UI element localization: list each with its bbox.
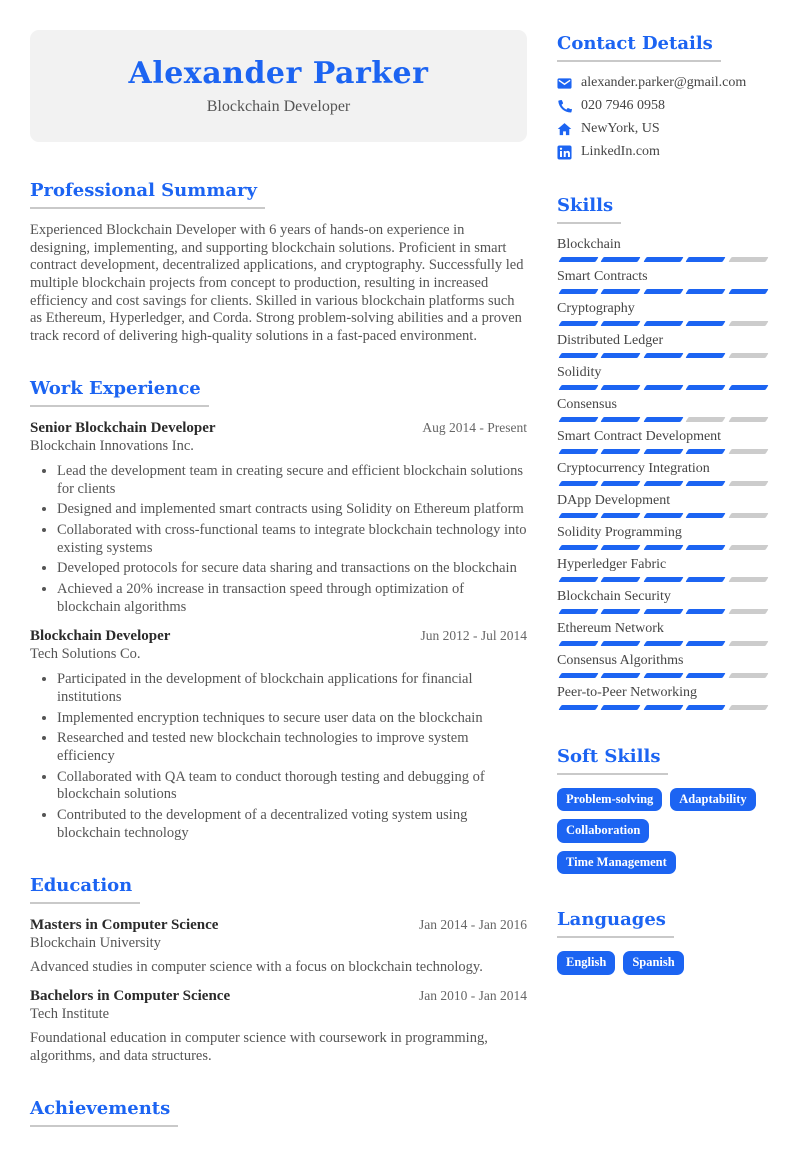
skill-bar-segment-empty [728, 641, 769, 646]
section-work-experience [30, 375, 527, 843]
skill-bar-segment-filled [728, 289, 769, 294]
skill-name: Smart Contract Development [557, 429, 722, 444]
degree-entry [30, 917, 527, 977]
skill-bar-segment-filled [643, 705, 684, 710]
contact-linkedin-text: LinkedIn.com [581, 144, 660, 159]
badge: Spanish [623, 951, 683, 974]
bullet-item: • Achieved a 20% increase in transaction speed through optimization of blockchain algorithms [57, 581, 527, 616]
skill-item [557, 685, 770, 710]
skill-name: Solidity [557, 365, 602, 380]
skill-bar-segment-empty [728, 481, 769, 486]
skill-bar-segment-filled [643, 449, 684, 454]
skill-name: Smart Contracts [557, 269, 648, 284]
skill-name: Hyperledger Fabric [557, 557, 667, 572]
education-heading: Education [30, 872, 527, 904]
skill-bar-segment-filled [558, 609, 599, 614]
job-company: Tech Solutions Co. [30, 646, 141, 663]
skill-item [557, 333, 770, 358]
skill-level-bar [557, 609, 770, 614]
skill-level-bar [557, 545, 770, 550]
skill-bar-segment-filled [558, 481, 599, 486]
skill-bar-segment-filled [601, 449, 642, 454]
bullet-item: • Participated in the development of blockchain applications for financial institutions [57, 671, 527, 706]
section-professional-summary [30, 177, 527, 346]
skill-bar-segment-filled [686, 705, 727, 710]
skill-bar-segment-empty [728, 417, 769, 422]
bullet-item: • Collaborated with QA team to conduct thorough testing and debugging of blockchain solutions [57, 769, 527, 804]
skill-name: Ethereum Network [557, 621, 664, 636]
sidebar-column [557, 30, 770, 1156]
skill-level-bar [557, 673, 770, 678]
badge: Collaboration [557, 819, 649, 842]
job-header [30, 420, 527, 437]
skill-item [557, 269, 770, 294]
skill-level-bar [557, 353, 770, 358]
skill-bar-segment-filled [601, 577, 642, 582]
badge: Problem-solving [557, 788, 662, 811]
skill-item [557, 525, 770, 550]
professional-summary-text: Experienced Blockchain Developer with 6 years of hands-on experience in designing, implementing, and supporting blockchain solutions. Proficient in smart contract development, decentralized applications, and cryptography. Successfully led multiple blockchain projects from concept to production, resulting in increased efficiency and cost savings for clients. Skilled in various blockchain platforms such as Ethereum, Hyperledger, and Corda. Strong problem-solving abilities and a proven track record of delivering high-quality solutions in a fast-paced environment. [30, 222, 524, 345]
skill-bar-segment-filled [643, 417, 684, 422]
skill-bar-segment-filled [558, 577, 599, 582]
skill-bar-segment-filled [686, 513, 727, 518]
degree-entry [30, 988, 527, 1065]
skill-bar-segment-filled [558, 385, 599, 390]
achievements-heading: Achievements [30, 1095, 527, 1127]
skill-bar-segment-filled [686, 289, 727, 294]
home-icon [557, 122, 572, 137]
skill-bar-segment-filled [558, 353, 599, 358]
skill-bar-segment-filled [601, 257, 642, 262]
skill-bar-segment-filled [686, 481, 727, 486]
skill-item [557, 397, 770, 422]
bullet-item: • Implemented encryption techniques to secure user data on the blockchain [57, 710, 527, 728]
skill-bar-segment-filled [558, 545, 599, 550]
linkedin-icon [557, 145, 572, 160]
skill-bar-segment-empty [728, 321, 769, 326]
skill-bar-segment-filled [601, 609, 642, 614]
skill-bar-segment-empty [728, 257, 769, 262]
skill-name: Distributed Ledger [557, 333, 664, 348]
skill-bar-segment-filled [601, 417, 642, 422]
skill-item [557, 557, 770, 582]
skill-item [557, 365, 770, 390]
professional-summary-heading: Professional Summary [30, 177, 527, 209]
degree-dates: Jan 2010 - Jan 2014 [419, 988, 527, 1004]
skill-bar-segment-empty [728, 353, 769, 358]
skill-bar-segment-filled [601, 385, 642, 390]
skill-bar-segment-filled [686, 609, 727, 614]
languages-badges [557, 951, 770, 974]
degree-school: Blockchain University [30, 934, 161, 951]
job-dates: Aug 2014 - Present [422, 419, 527, 435]
bullet-item: • Contributed to the development of a decentralized voting system using blockchain technology [57, 807, 527, 842]
skill-name: Blockchain Security [557, 589, 671, 604]
skill-bar-segment-filled [643, 385, 684, 390]
skill-bar-segment-filled [601, 641, 642, 646]
skill-bar-segment-filled [558, 449, 599, 454]
main-column [30, 30, 527, 1156]
skill-level-bar [557, 449, 770, 454]
skill-item [557, 621, 770, 646]
phone-icon [557, 99, 572, 114]
badge: Adaptability [670, 788, 755, 811]
skill-level-bar [557, 641, 770, 646]
skill-bar-segment-filled [643, 545, 684, 550]
job-dates: Jun 2012 - Jul 2014 [420, 628, 527, 644]
job-bullet-list [30, 671, 527, 842]
job-title: Blockchain Developer [30, 628, 171, 645]
job-bullet-list [30, 463, 527, 617]
job-company: Blockchain Innovations Inc. [30, 437, 194, 454]
soft-skills-heading: Soft Skills [557, 743, 770, 775]
skill-bar-segment-empty [728, 513, 769, 518]
contact-email-text: alexander.parker@gmail.com [581, 75, 747, 90]
skill-name: Consensus Algorithms [557, 653, 684, 668]
skill-bar-segment-filled [558, 257, 599, 262]
bullet-item: • Developed protocols for secure data sharing and transactions on the blockchain [57, 560, 527, 578]
skill-level-bar [557, 321, 770, 326]
skill-bar-segment-empty [728, 577, 769, 582]
contact-location-text: NewYork, US [581, 121, 660, 136]
skill-bar-segment-filled [558, 641, 599, 646]
skill-bar-segment-filled [686, 257, 727, 262]
skill-bar-segment-empty [686, 417, 727, 422]
section-achievements [30, 1095, 527, 1127]
skill-bar-segment-filled [558, 513, 599, 518]
skill-name: Blockchain [557, 237, 621, 252]
skill-bar-segment-filled [643, 481, 684, 486]
skills-heading: Skills [557, 192, 770, 224]
soft-skills-badges [557, 788, 770, 874]
job-title: Senior Blockchain Developer [30, 419, 216, 436]
skill-bar-segment-filled [643, 609, 684, 614]
contact-phone-row [557, 98, 770, 114]
skill-bar-segment-empty [728, 545, 769, 550]
candidate-job-title: Blockchain Developer [206, 98, 351, 115]
degree-title: Bachelors in Computer Science [30, 988, 231, 1005]
skill-item [557, 493, 770, 518]
degree-title: Masters in Computer Science [30, 916, 219, 933]
skill-bar-segment-filled [728, 385, 769, 390]
section-languages [557, 906, 770, 974]
badge: English [557, 951, 615, 974]
skill-bar-segment-filled [558, 289, 599, 294]
section-soft-skills [557, 743, 770, 874]
skill-bar-segment-filled [643, 641, 684, 646]
skill-item [557, 301, 770, 326]
degree-header [30, 917, 527, 934]
job-entry [30, 420, 527, 617]
contact-location-row [557, 121, 770, 137]
skill-bar-segment-filled [643, 577, 684, 582]
skill-bar-segment-filled [686, 385, 727, 390]
skill-bar-segment-empty [728, 673, 769, 678]
skill-level-bar [557, 257, 770, 262]
skill-bar-segment-filled [601, 481, 642, 486]
section-skills [557, 192, 770, 710]
degree-dates: Jan 2014 - Jan 2016 [419, 916, 527, 932]
skill-name: Peer-to-Peer Networking [557, 685, 698, 700]
skill-bar-segment-filled [558, 417, 599, 422]
skill-item [557, 461, 770, 486]
skill-bar-segment-filled [558, 673, 599, 678]
badge: Time Management [557, 851, 676, 874]
skill-name: Consensus [557, 397, 617, 412]
section-education [30, 872, 527, 1066]
section-contact-details [557, 30, 770, 160]
skill-bar-segment-filled [643, 289, 684, 294]
skill-bar-segment-filled [686, 577, 727, 582]
skill-bar-segment-empty [728, 609, 769, 614]
skill-bar-segment-filled [686, 449, 727, 454]
skill-name: Solidity Programming [557, 525, 682, 540]
skill-item [557, 237, 770, 262]
skill-level-bar [557, 385, 770, 390]
email-icon [557, 76, 572, 91]
skill-bar-segment-filled [686, 673, 727, 678]
contact-phone-text: 020 7946 0958 [581, 98, 665, 113]
skill-bar-segment-filled [601, 353, 642, 358]
skill-bar-segment-filled [558, 321, 599, 326]
degree-description: Advanced studies in computer science with a focus on blockchain technology. [30, 958, 483, 975]
skill-bar-segment-filled [643, 321, 684, 326]
skill-bar-segment-filled [643, 513, 684, 518]
skills-list [557, 237, 770, 710]
candidate-name: Alexander Parker [128, 56, 429, 91]
skill-bar-segment-filled [686, 321, 727, 326]
skill-level-bar [557, 289, 770, 294]
bullet-item: • Collaborated with cross-functional teams to integrate blockchain technology into existing systems [57, 522, 527, 557]
contact-linkedin-row [557, 144, 770, 160]
degree-description: Foundational education in computer science with coursework in programming, algorithms, and data structures. [30, 1030, 488, 1064]
skill-item [557, 653, 770, 678]
bullet-item: • Researched and tested new blockchain technologies to improve system efficiency [57, 730, 527, 765]
skill-bar-segment-empty [728, 705, 769, 710]
skill-level-bar [557, 481, 770, 486]
skill-name: Cryptocurrency Integration [557, 461, 710, 476]
degree-header [30, 988, 527, 1005]
skill-bar-segment-filled [601, 545, 642, 550]
job-header [30, 628, 527, 645]
skill-level-bar [557, 705, 770, 710]
skill-bar-segment-filled [686, 353, 727, 358]
skill-bar-segment-filled [601, 705, 642, 710]
skill-level-bar [557, 513, 770, 518]
header-card [30, 30, 527, 142]
skill-item [557, 429, 770, 454]
skill-level-bar [557, 417, 770, 422]
bullet-item: • Designed and implemented smart contracts using Solidity on Ethereum platform [57, 501, 527, 519]
bullet-item: • Lead the development team in creating secure and efficient blockchain solutions for clients [57, 463, 527, 498]
skill-bar-segment-filled [643, 673, 684, 678]
skill-bar-segment-filled [601, 513, 642, 518]
contact-email-row [557, 75, 770, 91]
skill-bar-segment-filled [686, 641, 727, 646]
skill-bar-segment-filled [601, 289, 642, 294]
skill-level-bar [557, 577, 770, 582]
work-experience-heading: Work Experience [30, 375, 527, 407]
skill-bar-segment-filled [601, 321, 642, 326]
job-entry [30, 628, 527, 842]
skill-item [557, 589, 770, 614]
skill-bar-segment-empty [728, 449, 769, 454]
skill-bar-segment-filled [643, 353, 684, 358]
skill-bar-segment-filled [558, 705, 599, 710]
skill-bar-segment-filled [643, 257, 684, 262]
skill-name: Cryptography [557, 301, 635, 316]
skill-bar-segment-filled [686, 545, 727, 550]
contact-details-heading: Contact Details [557, 30, 770, 62]
degree-school: Tech Institute [30, 1006, 110, 1023]
languages-heading: Languages [557, 906, 770, 938]
skill-name: DApp Development [557, 493, 671, 508]
skill-bar-segment-filled [601, 673, 642, 678]
